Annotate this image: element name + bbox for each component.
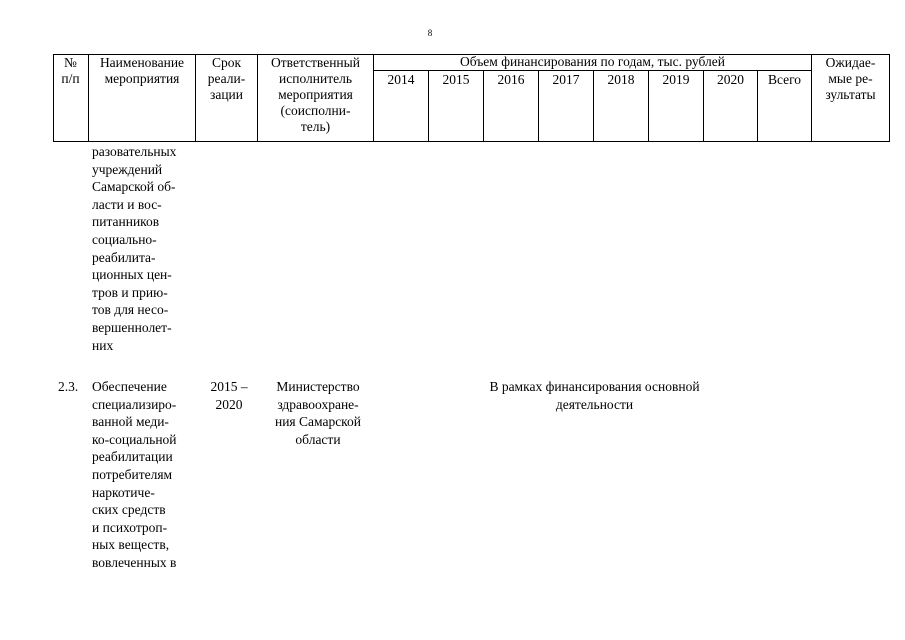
header-year-2018: 2018 <box>607 72 635 87</box>
header-col-name: Наименование мероприятия <box>99 55 185 86</box>
header-year-2014: 2014 <box>387 72 415 87</box>
page-number: 8 <box>427 28 433 38</box>
row-2-3-term-cell: 2015 – 2020 <box>210 379 248 412</box>
header-col-responsible: Ответственный исполнитель мероприятия (соисполни- тель) <box>271 55 360 134</box>
header-year-2017: 2017 <box>552 72 580 87</box>
header-year-2016: 2016 <box>497 72 525 87</box>
header-year-2019: 2019 <box>662 72 690 87</box>
header-col-result: Ожидае- мые ре- зультаты <box>825 55 876 102</box>
header-year-2020: 2020 <box>717 72 744 87</box>
continuation-name-cell: разовательных учреждений Самарской об- ласти и вос- питанников социально- реабилита- ционных цен- тров и прию- тов для несо- вершеннолет- них <box>92 144 177 353</box>
header-finance-title: Объем финансирования по годам, тыс. рублей <box>460 54 725 69</box>
header-col-number: № п/п <box>61 55 80 86</box>
row-2-3-finance-cell: В рамках финансирования основной деятельности <box>489 379 700 412</box>
row-2-3-name-cell: Обеспечение специализиро- ванной меди- ко-социальной реабилитации потребителям наркотиче- ских средств и психотроп- ных веществ, вовлеченных в <box>92 379 177 570</box>
row-2-3-number: 2.3. <box>58 379 79 394</box>
header-total: Всего <box>767 72 802 87</box>
row-2-3-responsible-cell: Министерство здравоохране- ния Самарской области <box>274 379 362 447</box>
header-col-term: Срок реали- зации <box>207 55 246 102</box>
table-header <box>53 54 890 142</box>
header-year-2015: 2015 <box>442 72 470 87</box>
